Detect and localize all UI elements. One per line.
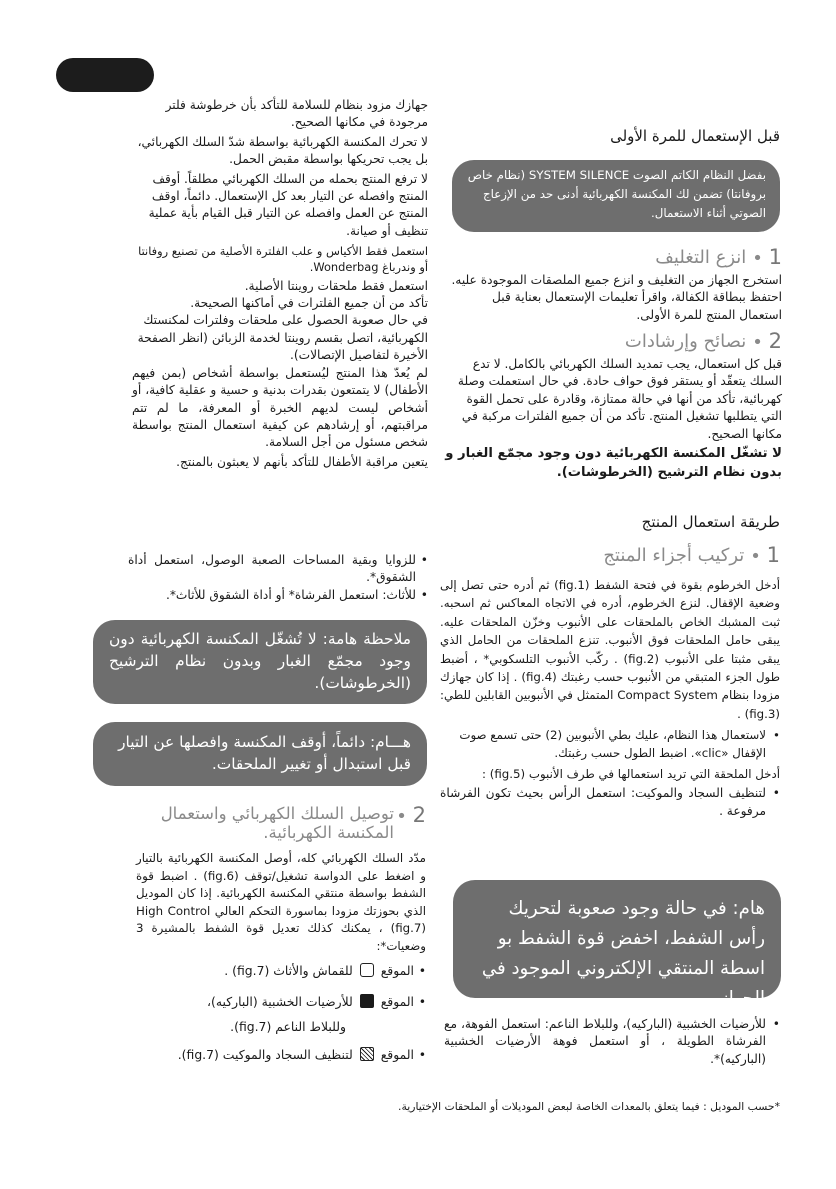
safety-text-block: [132, 97, 428, 471]
footnote: *حسب الموديل : فيما يتعلق بالمعدات الخاصة لبعض الموديلات أو الملحقات الإختيارية.: [398, 1100, 780, 1113]
section-title: طريقة استعمال المنتج: [641, 513, 780, 531]
step-text: أدخل الملحقة التي تريد استعمالها في طرف الأنبوب (fig.5) :: [481, 767, 780, 782]
step-title: انزع التغليف: [655, 247, 747, 268]
usage-section: [452, 512, 780, 532]
position-item: • الموقع للقماش والأثاث (fig.7) .: [136, 962, 426, 979]
page-tab: [56, 58, 154, 92]
step-number: 1 •: [750, 543, 780, 567]
list-item: • للأثاث: استعمل الفرشاة* أو أداة الشقوق للأثاث*.: [128, 587, 428, 604]
step-number: 2 •: [396, 803, 426, 827]
list-item: • للأرضيات الخشبية (الباركيه)، وللبلاط الناعم: استعمل الفوهة، مع الفرشاة الطويلة ، أو استعمل فوهة الأرضيات الخشبية (الباركيه)*.: [444, 1016, 780, 1068]
step-2-tips-section: [444, 330, 782, 482]
accessory-bullets: [128, 552, 428, 604]
step-2-power-section: [136, 804, 426, 1063]
list-item: • لاستعمال هذا النظام، عليك بطي الأنبوبين (2) حتى تسمع صوت الإقفال «clic». اضبط الطول حسب رغبتك.: [440, 727, 780, 762]
step-number: 2 •: [752, 329, 782, 353]
step-text: استخرج الجهاز من التغليف و انزع جميع الملصقات الموجودة عليه. احتفظ ببطاقة الكفالة، واقرأ تعليمات الإستعمال بعناية قبل استعمال المنتج للمرة الأولى.: [451, 273, 782, 322]
sofa-icon: [360, 963, 374, 977]
safety-paragraph: لا تحرك المكنسة الكهربائية بواسطة شدّ السلك الكهربائي، بل يجب تحريكها بواسطة مقبض الحمل.: [137, 134, 428, 167]
section-title: قبل الإستعمال للمرة الأولى: [610, 127, 780, 145]
safety-paragraph: لم يُعدّ هذا المنتج ليُستعمل بواسطة أشخاص (بمن فيهم الأطفال) لا يتمتعون بقدرات بدنية و حسية و عقلية كافية، أو أشخاص ليست لديهم الخبرة أو المعرفة، ما لم تتم مراقبتهم، أو إرشادهم عن كيفية استعمال المنتج بواسطة شخص مسئول من أجل السلامة.: [132, 365, 428, 450]
step-assembly-section: [440, 544, 780, 820]
silence-system-box: بفضل النظام الكاتم الصوت SYSTEM SILENCE (نظام خاص بروفانتا) تضمن لك المكنسة الكهربائية أدنى حد من الإزعاج الصوتي أثناء الاستعمال.: [452, 160, 780, 232]
safety-paragraph: استعمل فقط ملحقات روينتا الأصلية.: [244, 278, 428, 293]
safety-paragraph: في حال صعوبة الحصول على ملحقات وفلترات لمكنستك الكهربائية، اتصل بقسم روينتا لخدمة الزبائن (انظر الصفحة الأخيرة لتفاصيل الإتصالات).: [137, 313, 428, 363]
position-item-continued: وللبلاط الناعم (fig.7).: [230, 1019, 346, 1035]
position-item: • الموقع لتنظيف السجاد والموكيت (fig.7).: [136, 1046, 426, 1063]
step-number: 1 •: [752, 245, 782, 269]
safety-paragraph: يتعين مراقبة الأطفال للتأكد بأنهم لا يعبثون بالمنتج.: [176, 454, 428, 469]
step-text: قبل كل استعمال، يجب تمديد السلك الكهربائي بالكامل. لا تدع السلك يتعقّد أو يستقر فوق حواف حادة. في حال استعملت وصلة كهربائية، تأكد من أنها في حالة ممتازة، وقادرة على تحمل القوة التي يتطلبها تشغيل المنتج. تأكد من أن جميع الفلترات مركبة في مكانها الصحيح.: [457, 357, 782, 441]
parquet-icon: [360, 994, 374, 1008]
safety-paragraph: لا ترفع المنتج بحمله من السلك الكهربائي مطلقاً. أوقف المنتج وافصله عن التيار بعد كل الإستعمال. دائماً، اوقف المنتج عن العمل وافصله عن التيار قبل القيام بأية عملية تنظيف أو صيانة.: [148, 171, 428, 238]
warning-box: هـــام: دائماً، أوقف المكنسة وافصلها عن التيار قبل استبدال أو تغيير الملحقات.: [93, 722, 427, 786]
step-warning-bold: لا تشغّل المكنسة الكهربائية دون وجود مجمّع الغبار و بدون نظام الترشيح (الخرطوشات).: [445, 446, 782, 481]
step-title: توصيل السلك الكهربائي واستعمال المكنسة الكهربائية.: [160, 804, 394, 842]
safety-paragraph: استعمل فقط الأكياس و علب الفلترة الأصلية من تصنيع روفانتا أو وندرباغ Wonderbag.: [138, 244, 428, 275]
step-1-unpack-section: [448, 246, 782, 324]
note-box: ملاحظة هامة: لا تُشغّل المكنسة الكهربائية دون وجود مجمّع الغبار وبدون نظام الترشيح (الخرطوشات).: [93, 620, 427, 704]
position-item: • الموقع للأرضيات الخشبية (الباركيه)،: [136, 993, 426, 1010]
step-text: مدّد السلك الكهربائي كله، أوصل المكنسة الكهربائية بالتيار و اضغط على الدواسة تشغيل/توقف (fig.6) . اضبط قوة الشفط بواسطة منتقي المكنسة الكهربائية. إذا كان الموديل الذي بحوزتك مزودا بماسورة التحكم العالي High Control (fig.7) ، يمكنك كذلك تعديل قوة الشفط بالمشيرة 3 وضعيات*:: [136, 851, 427, 953]
carpet-icon: [360, 1047, 374, 1061]
parquet-bullet: [444, 1016, 780, 1068]
list-item: • لتنظيف السجاد والموكيت: استعمل الرأس بحيث تكون الفرشاة مرفوعة .: [440, 785, 780, 820]
important-box: هام: في حالة وجود صعوبة لتحريك رأس الشفط، اخفض قوة الشفط بو اسطة المنتقي الإلكتروني الموجود في الجهاز.: [453, 880, 781, 998]
step-title: تركيب أجزاء المنتج: [603, 545, 745, 566]
step-text: أدخل الخرطوم بقوة في فتحة الشفط (fig.1) ثم أدره حتى تصل إلى وضعية الإقفال. لنزع الخرطوم، أدره في الاتجاه المعاكس ثم اسحبه. ثبت المشبك الخاص بالملحقات على الأنبوب وخزّن الملحقات عليه. يبقى حامل الملحقات فوق الأنبوب. تنزع الملحقات من الحامل الذي يبقى مثبتا على الأنبوب (fig.2) . ركّب الأنبوب التلسكوبي* ، أضبط طول الجزء المتبقي من الأنبوب حسب رغبتك (fig.4) . إذا كان جهازك مزودا بنظام Compact System المتمثل في الأنبوبين القابلين للطي: (fig.3) .: [440, 578, 781, 721]
first-use-section: [452, 126, 780, 146]
safety-paragraph: جهازك مزود بنظام للسلامة للتأكد بأن خرطوشة فلتر مرجودة في مكانها الصحيح.: [165, 98, 428, 130]
list-item: • للزوايا وبقية المساحات الصعبة الوصول، استعمل أداة الشقوق*.: [128, 552, 428, 587]
step-title: نصائح وإرشادات: [624, 331, 747, 352]
safety-paragraph: تأكد من أن جميع الفلترات في أماكنها الصحيحة.: [190, 296, 428, 311]
